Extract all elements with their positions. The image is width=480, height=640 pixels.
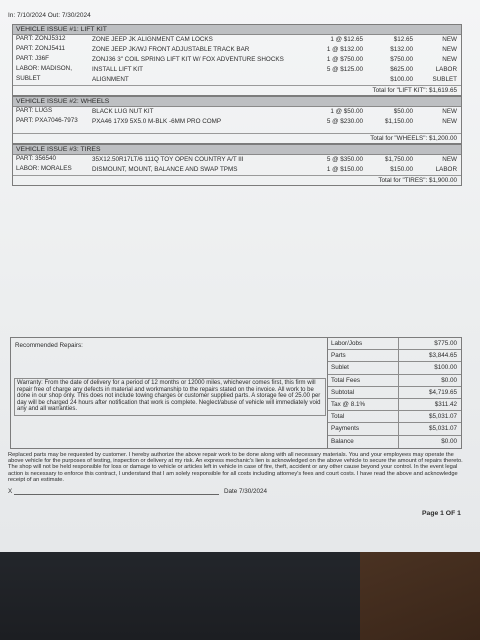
- totals-label: Tax @ 8.1%: [331, 400, 366, 408]
- line-item-type: LABOR: [435, 166, 457, 173]
- line-item-type: LABOR: [435, 66, 457, 73]
- totals-row: [328, 436, 461, 448]
- line-item-description: ALIGNMENT: [92, 76, 129, 83]
- line-item-amount: $1,750.00: [384, 156, 413, 163]
- issue-total: Total for "TIRES": $1,900.00: [13, 175, 461, 185]
- line-item-description: ZONJ36 3" COIL SPRING LIFT KIT W/ FOX ADVENTURE SHOCKS: [92, 56, 284, 63]
- dark-background: [0, 552, 360, 640]
- totals-label: Subtotal: [331, 388, 355, 396]
- totals-row: [328, 375, 461, 387]
- invoice-dates: In: 7/10/2024 Out: 7/30/2024: [8, 12, 91, 19]
- line-item-row: [13, 155, 461, 165]
- line-item-amount: $150.00: [390, 166, 413, 173]
- line-item-description: INSTALL LIFT KIT: [92, 66, 143, 73]
- vehicle-issue-title: VEHICLE ISSUE #2: WHEELS: [13, 97, 461, 107]
- signature-line: [14, 494, 219, 495]
- totals-row: [328, 411, 461, 423]
- vehicle-issue-block: [12, 96, 462, 144]
- line-item-quantity: 1 @ $750.00: [326, 56, 363, 63]
- totals-divider: [398, 350, 399, 361]
- line-item-part: PART: LUGS: [16, 107, 53, 114]
- recommended-repairs-box: [11, 338, 328, 448]
- totals-divider: [398, 375, 399, 386]
- line-item-quantity: 5 @ $350.00: [326, 156, 363, 163]
- signature-x: X: [8, 488, 13, 495]
- line-item-type: SUBLET: [432, 76, 457, 83]
- totals-row: [328, 338, 461, 350]
- line-item-description: ZONE JEEP JK/WJ FRONT ADJUSTABLE TRACK BAR: [92, 46, 250, 53]
- line-item-row: [13, 45, 461, 55]
- line-item-part: PART: ZONJ5411: [16, 45, 65, 52]
- totals-value: $775.00: [434, 340, 457, 347]
- totals-divider: [398, 399, 399, 410]
- line-item-part: LABOR: MADISON,: [16, 65, 72, 72]
- line-item-description: BLACK LUG NUT KIT: [92, 108, 154, 115]
- line-item-row: [13, 165, 461, 175]
- totals-value: $100.00: [434, 364, 457, 372]
- issue-total: Total for "WHEELS": $1,200.00: [13, 133, 461, 143]
- line-item-part: PART: ZONJ5312: [16, 35, 66, 42]
- line-item-part: PART: PXA7046-7973: [16, 117, 78, 124]
- line-item-amount: $12.65: [393, 36, 413, 43]
- line-item-description: 35X12.50R17LT/6 111Q TOY OPEN COUNTRY A/T III: [92, 156, 244, 163]
- line-item-quantity: 5 @ $230.00: [326, 118, 363, 125]
- line-item-part: LABOR: MORALES: [16, 165, 72, 172]
- vehicle-issue-block: [12, 144, 462, 186]
- totals-divider: [398, 411, 399, 422]
- totals-label: Total: [331, 413, 345, 421]
- page-number: Page 1 OF 1: [422, 510, 461, 517]
- totals-divider: [398, 338, 399, 349]
- totals-divider: [398, 423, 399, 434]
- totals-label: Sublet: [331, 364, 349, 372]
- line-item-type: NEW: [442, 118, 457, 125]
- line-item-row: [13, 35, 461, 45]
- totals-table: [328, 338, 461, 448]
- totals-value: $311.42: [434, 400, 457, 408]
- line-item-quantity: 1 @ $132.00: [326, 46, 363, 53]
- recommended-repairs-label: Recommended Repairs:: [15, 342, 83, 349]
- totals-divider: [398, 436, 399, 448]
- totals-row: [328, 362, 461, 374]
- totals-label: Labor/Jobs: [331, 340, 363, 347]
- totals-row: [328, 387, 461, 399]
- line-item-amount: $100.00: [390, 76, 413, 83]
- line-item-row: [13, 75, 461, 85]
- totals-divider: [398, 362, 399, 373]
- line-item-amount: $50.00: [393, 108, 413, 115]
- signature-date: Date 7/30/2024: [224, 488, 268, 495]
- line-item-type: NEW: [442, 56, 457, 63]
- line-item-description: DISMOUNT, MOUNT, BALANCE AND SWAP TPMS: [92, 166, 238, 173]
- line-item-amount: $132.00: [390, 46, 413, 53]
- totals-value: $4,719.65: [428, 388, 457, 396]
- line-item-amount: $750.00: [390, 56, 413, 63]
- wood-table-background: [360, 552, 480, 640]
- line-item-type: NEW: [442, 46, 457, 53]
- totals-label: Payments: [331, 425, 359, 433]
- line-item-part: PART: J36F: [16, 55, 50, 62]
- line-item-quantity: 1 @ $50.00: [330, 108, 363, 115]
- line-item-row: [13, 117, 461, 133]
- vehicle-issue-title: VEHICLE ISSUE #1: LIFT KIT: [13, 25, 461, 35]
- line-item-description: ZONE JEEP JK ALIGNMENT CAM LOCKS: [92, 36, 213, 43]
- totals-value: $3,844.65: [428, 352, 457, 360]
- totals-label: Parts: [331, 352, 346, 360]
- totals-row: [328, 350, 461, 362]
- vehicle-issue-title: VEHICLE ISSUE #3: TIRES: [13, 145, 461, 155]
- vehicle-issue-block: [12, 24, 462, 96]
- totals-row: [328, 423, 461, 435]
- authorization-text: Replaced parts may be requested by customer. I hereby authorize the above repair work to be done along with all necessary materials. You and your employees may operate the above vehicle for the purposes of testing, inspection or delivery at my risk. An express mechanic's lien is acknowledged on the above vehicle to secure the amount of repairs thereto. The shop will not be held responsible for loss or damage to vehicle or articles left in vehicle in case of fire, theft, accident or any other cause beyond your control. In the event legal action is necessary to enforce this contract, I understand that I am solely responsible for all costs including attorney's fees and court costs. I have read the above and acknowledge receipt of an estimate.: [8, 452, 463, 483]
- line-item-amount: $1,150.00: [384, 118, 413, 125]
- line-item-type: NEW: [442, 36, 457, 43]
- line-item-row: [13, 65, 461, 75]
- line-item-description: PXA46 17X9 5X5.0 M-BLK -6MM PRO COMP: [92, 118, 222, 125]
- line-item-part: PART: 356540: [16, 155, 57, 162]
- totals-label: Balance: [331, 437, 354, 445]
- totals-row: [328, 399, 461, 411]
- line-item-quantity: 1 @ $150.00: [326, 166, 363, 173]
- line-item-type: NEW: [442, 156, 457, 163]
- invoice-summary: [10, 337, 462, 449]
- line-item-type: NEW: [442, 108, 457, 115]
- line-item-quantity: 1 @ $12.65: [330, 36, 363, 43]
- totals-value: $0.00: [441, 437, 457, 445]
- warranty-text: Warranty: From the date of delivery for a period of 12 months or 12000 miles, whichever comes first, this firm will repair free of charge any defects in material and workmanship to the repairs stated on the invoice. All work to be done in our shop only. This does not include towing charges or customer supplied parts. A storage fee of 25.00 per day will be charged 24 hours after notification that work is complete. Neglect/abuse of vehicle will immediately void any and all warranties.: [14, 378, 326, 416]
- issue-total: Total for "LIFT KIT": $1,619.65: [13, 85, 461, 95]
- totals-value: $5,031.07: [428, 413, 457, 421]
- line-item-amount: $625.00: [390, 66, 413, 73]
- totals-divider: [398, 387, 399, 398]
- line-item-row: [13, 107, 461, 117]
- totals-value: $0.00: [441, 376, 457, 384]
- line-item-row: [13, 55, 461, 65]
- line-item-part: SUBLET: [16, 75, 41, 82]
- line-item-quantity: 5 @ $125.00: [326, 66, 363, 73]
- totals-label: Total Fees: [331, 376, 361, 384]
- totals-value: $5,031.07: [428, 425, 457, 433]
